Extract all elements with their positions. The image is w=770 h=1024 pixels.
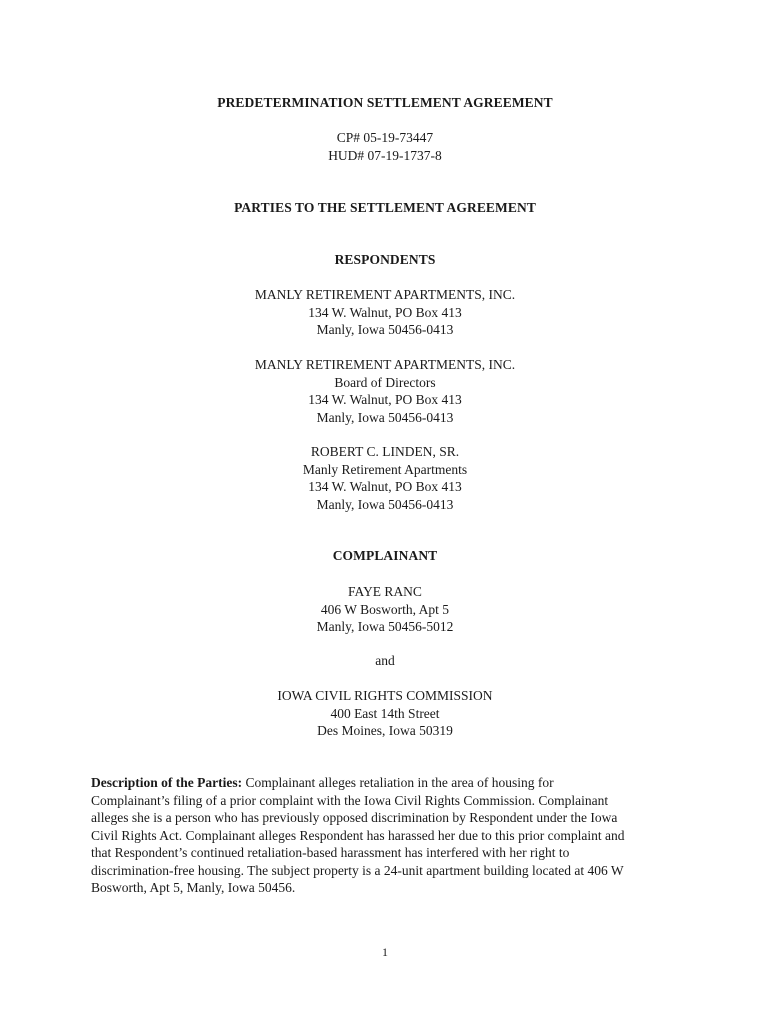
respondents-heading: RESPONDENTS — [334, 252, 436, 267]
respondent-address: 134 W. Walnut, PO Box 413 — [308, 304, 462, 320]
complainant-heading: COMPLAINANT — [332, 548, 438, 563]
respondent-name: MANLY RETIREMENT APARTMENTS, INC. — [254, 357, 516, 372]
commission-entry — [0, 687, 770, 740]
conjunction-text: and — [375, 653, 395, 668]
complainant-name: FAYE RANC — [348, 584, 422, 599]
respondent-city: Manly, Iowa 50456-0413 — [316, 409, 454, 425]
description-text: Complainant alleges retaliation in the area of housing for — [242, 775, 554, 790]
description-lead: Description of the Parties: — [91, 775, 243, 790]
description-paragraph — [91, 774, 681, 897]
description-line: Civil Rights Act. Complainant alleges Respondent has harassed her due to this prior complaint and — [91, 827, 625, 843]
commission-address: 400 East 14th Street — [330, 705, 440, 721]
respondent-city: Manly, Iowa 50456-0413 — [316, 496, 454, 512]
respondent-address: 134 W. Walnut, PO Box 413 — [308, 479, 462, 494]
respondent-entry-3 — [0, 443, 770, 513]
description-line — [91, 774, 681, 792]
respondent-entry-2 — [0, 356, 770, 426]
complainant-address: 406 W Bosworth, Apt 5 — [320, 601, 450, 617]
case-numbers — [0, 129, 770, 164]
description-line: Bosworth, Apt 5, Manly, Iowa 50456. — [91, 880, 296, 895]
document-title: PREDETERMINATION SETTLEMENT AGREEMENT — [217, 95, 553, 110]
respondent-city: Manly, Iowa 50456-0413 — [316, 322, 454, 337]
description-line: Complainant’s filing of a prior complaint with the Iowa Civil Rights Commission. Complainant — [91, 792, 609, 808]
commission-city: Des Moines, Iowa 50319 — [317, 723, 453, 738]
complainant-entry — [0, 583, 770, 636]
cp-number: CP# 05-19-73447 — [336, 130, 434, 145]
respondent-name: ROBERT C. LINDEN, SR. — [310, 444, 460, 459]
respondent-name: MANLY RETIREMENT APARTMENTS, INC. — [254, 287, 516, 302]
description-line: alleges she is a person who has previously opposed discrimination by Respondent under the Iowa — [91, 810, 618, 825]
respondent-address: 134 W. Walnut, PO Box 413 — [308, 392, 462, 407]
hud-number: HUD# 07-19-1737-8 — [328, 147, 442, 163]
respondent-organization: Manly Retirement Apartments — [302, 461, 468, 477]
description-line: discrimination-free housing. The subject property is a 24-unit apartment building located at 406 W — [91, 862, 624, 878]
page-number: 1 — [382, 945, 388, 959]
respondent-department: Board of Directors — [334, 374, 436, 390]
description-line: that Respondent’s continued retaliation-based harassment has interfered with her right to — [91, 845, 570, 860]
respondent-entry-1 — [0, 286, 770, 339]
complainant-city: Manly, Iowa 50456-5012 — [316, 619, 454, 634]
parties-heading: PARTIES TO THE SETTLEMENT AGREEMENT — [234, 200, 536, 215]
commission-name: IOWA CIVIL RIGHTS COMMISSION — [277, 688, 493, 703]
